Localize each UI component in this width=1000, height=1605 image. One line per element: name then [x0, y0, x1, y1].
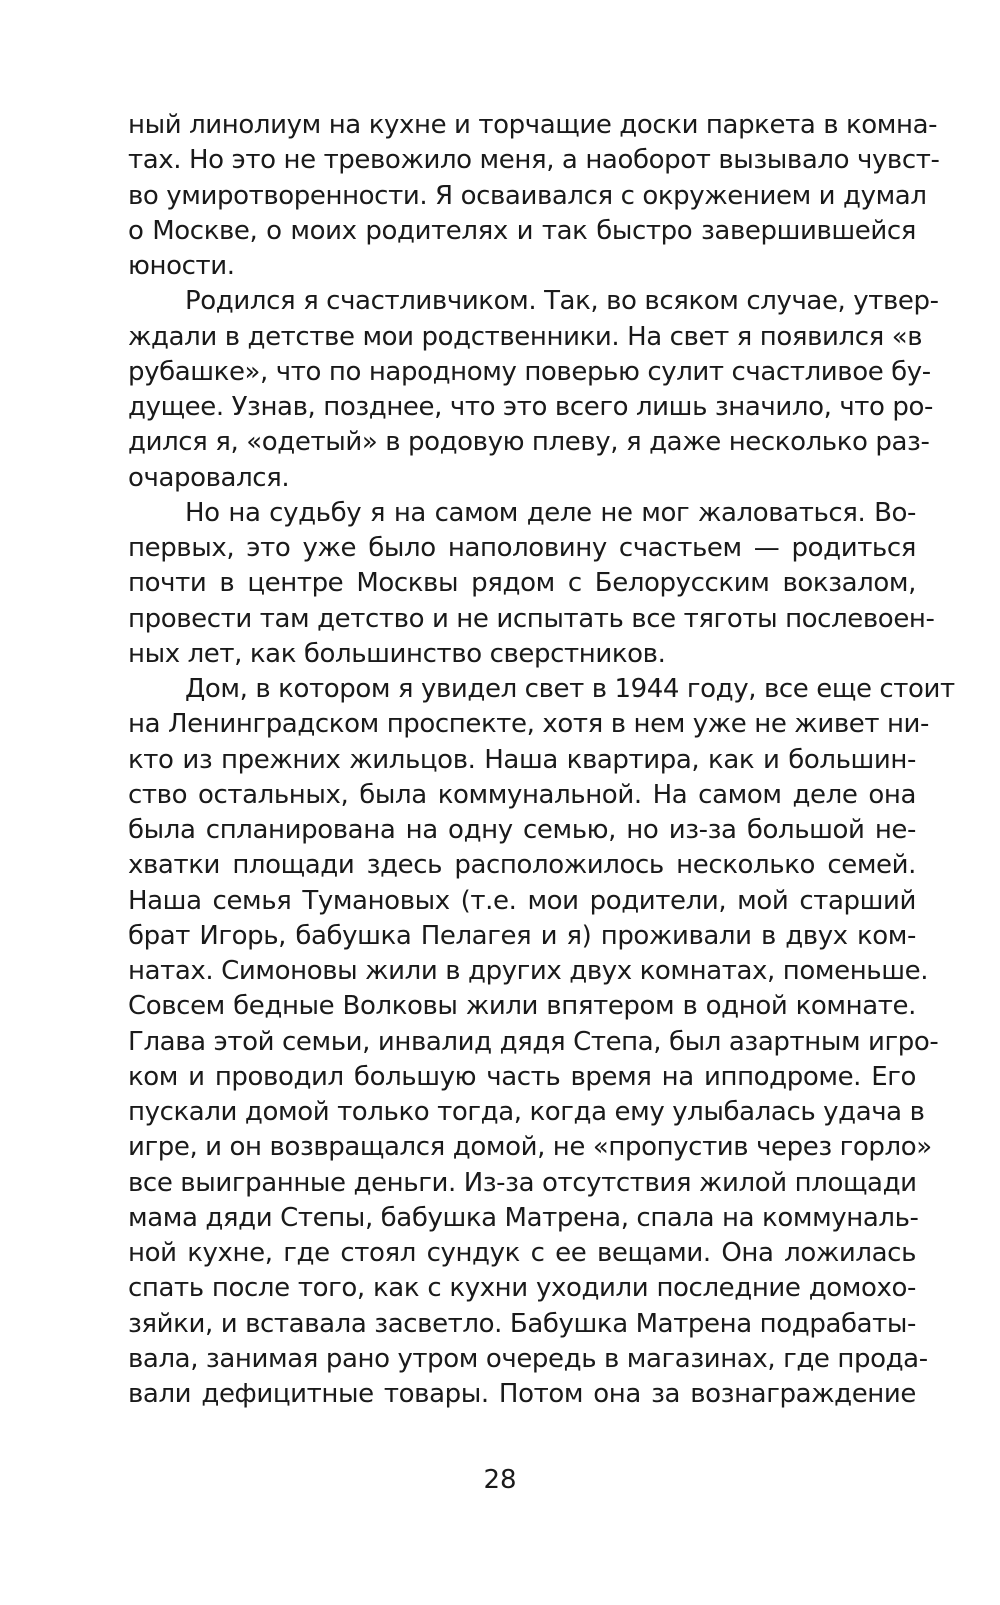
text-line: почти в центре Москвы рядом с Белорусским вокзалом,: [128, 568, 916, 599]
text-line: ком и проводил большую часть время на ипподроме. Его: [128, 1061, 916, 1092]
text-line: рубашке», что по народному поверью сулит счастливое бу-: [128, 356, 931, 387]
text-line: вала, занимая рано утром очередь в магазинах, где прода-: [128, 1343, 928, 1374]
text-line: была спланирована на одну семью, но из-за большой не-: [128, 815, 916, 845]
text-line: Но на судьбу я на самом деле не мог жаловаться. Во-: [185, 497, 916, 528]
text-line: юности.: [128, 251, 235, 281]
text-line: Родился я счастливчиком. Так, во всяком случае, утвер-: [185, 286, 939, 317]
text-line: ство остальных, была коммунальной. На самом деле она: [128, 779, 916, 810]
text-line: игре, и он возвращался домой, не «пропустив через горло»: [128, 1132, 932, 1163]
text-line: Глава этой семьи, инвалид дядя Степа, был азартным игро-: [128, 1026, 939, 1057]
text-line: кто из прежних жильцов. Наша квартира, как и большин-: [128, 744, 916, 775]
text-line: о Москве, о моих родителях и так быстро завершившейся: [128, 215, 916, 246]
text-line: ной кухне, где стоял сундук с ее вещами. Она ложилась: [128, 1238, 916, 1268]
text-line: тах. Но это не тревожило меня, а наоборот вызывало чувст-: [128, 145, 940, 176]
text-line: хватки площади здесь расположилось несколько семей.: [128, 850, 916, 881]
text-line: ждали в детстве мои родственники. На свет я появился «в: [128, 321, 923, 352]
text-line: Совсем бедные Волковы жили впятером в одной комнате.: [128, 991, 916, 1022]
text-line: во умиротворенности. Я осваивался с окружением и думал: [128, 180, 927, 211]
text-line: Наша семья Тумановых (т.е. мои родители, мой старший: [128, 885, 916, 916]
text-line: зяйки, и вставала засветло. Бабушка Матрена подрабаты-: [128, 1308, 916, 1339]
text-line: Дом, в котором я увидел свет в 1944 году, все еще стоит: [185, 674, 955, 704]
text-line: дущее. Узнав, позднее, что это всего лишь значило, что ро-: [128, 392, 934, 422]
text-line: вали дефицитные товары. Потом она за вознаграждение: [128, 1379, 916, 1409]
text-line: пускали домой только тогда, когда ему улыбалась удача в: [128, 1097, 925, 1127]
text-line: ный линолиум на кухне и торчащие доски паркета в комна-: [128, 110, 938, 140]
text-line: брат Игорь, бабушка Пелагея и я) проживали в двух ком-: [128, 920, 916, 951]
text-line: спать после того, как с кухни уходили последние домохо-: [128, 1273, 916, 1304]
text-line: очаровался.: [128, 462, 290, 493]
text-line: дился я, «одетый» в родовую плеву, я даже несколько раз-: [128, 427, 930, 458]
text-line: натах. Симоновы жили в других двух комнатах, поменьше.: [128, 956, 929, 986]
text-line: мама дяди Степы, бабушка Матрена, спала на коммуналь-: [128, 1202, 919, 1233]
text-line: первых, это уже было наполовину счастьем — родиться: [128, 533, 916, 563]
text-line: ных лет, как большинство сверстников.: [128, 638, 666, 669]
page-number: 28: [483, 1465, 517, 1495]
text-line: на Ленинградском проспекте, хотя в нем уже не живет ни-: [128, 709, 930, 740]
body-text: [128, 108, 955, 1412]
text-line: провести там детство и не испытать все тяготы послевоен-: [128, 603, 935, 634]
text-line: все выигранные деньги. Из-за отсутствия жилой площади: [128, 1167, 917, 1198]
